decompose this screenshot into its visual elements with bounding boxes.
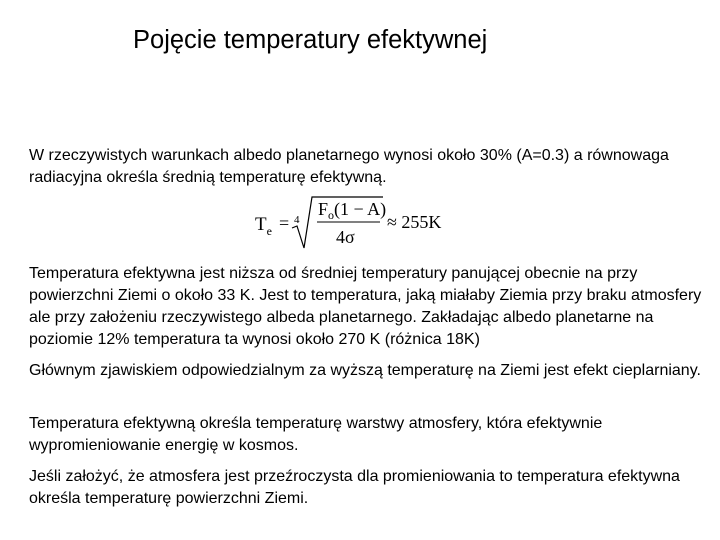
formula-lhs-subscript: e — [266, 224, 272, 238]
effective-temperature-paragraph: Temperatura efektywna jest niższa od średniej temperatury panującej obecnie na przy powierzchni Ziemi o około 33 K. Jest to temperatura, jaką miałaby Ziemia przy braku atmosfery ale przy założeniu rzeczywistego albeda planetarnego. Zakładając albedo planetarne na poziomie 12% temperatura ta wynosi około 270 K (różnica 18K) — [29, 265, 702, 348]
greenhouse-paragraph: Głównym zjawiskiem odpowiedzialnym za wyższą temperaturę na Ziemi jest efekt cieplarniany. — [29, 362, 701, 379]
intro-paragraph: W rzeczywistych warunkach albedo planetarnego wynosi około 30% (A=0.3) a równowaga radiacyjna określa średnią temperaturę efektywną. — [29, 147, 669, 186]
formula-numerator: $F_o(1 - A)$ — [318, 199, 387, 222]
formula-root-index: 4 — [294, 214, 300, 226]
transparent-atmosphere-paragraph: Jeśli założyć, że atmosfera jest przeźroczysta dla promieniowania to temperatura efektywna określa temperaturę powierzchni Ziemi. — [29, 468, 680, 507]
formula-result: ≈ 255K — [387, 212, 442, 232]
page-title: Pojęcie temperatury efektywnej — [133, 26, 488, 54]
formula-denominator: 4σ — [336, 227, 355, 247]
effective-temperature-formula — [253, 193, 458, 253]
formula-lhs: $T_e$ — [255, 214, 272, 238]
formula-equals: = — [279, 213, 290, 233]
formula-numerator-subscript: o — [328, 208, 335, 222]
atmosphere-layer-paragraph: Temperatura efektywną określa temperaturę warstwy atmosfery, która efektywnie wypromieniowanie energię w kosmos. — [29, 415, 603, 454]
